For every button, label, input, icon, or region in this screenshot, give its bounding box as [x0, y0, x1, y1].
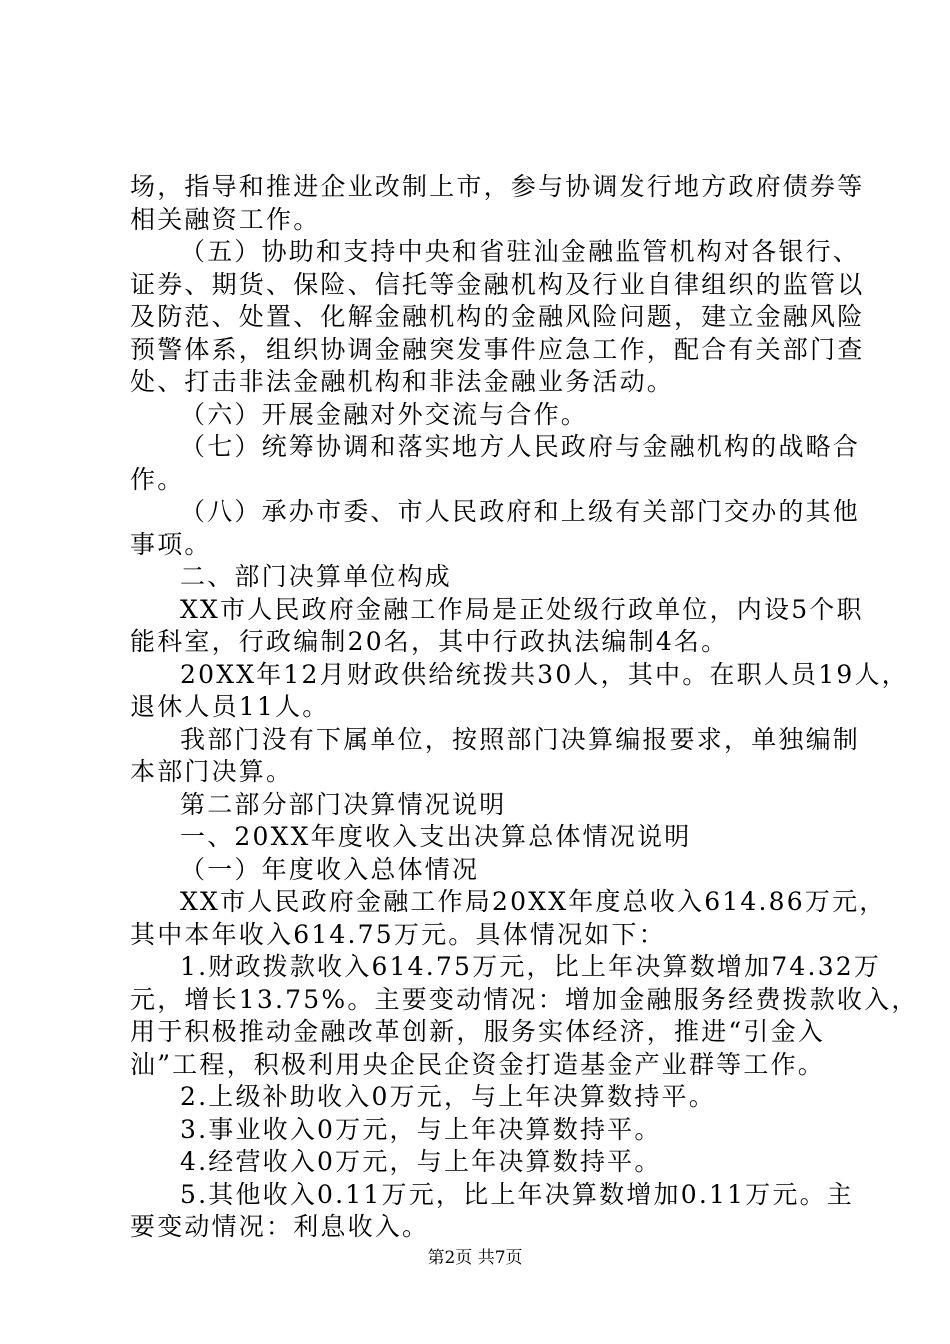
text-line: 第二部分部门决算情况说明 — [180, 789, 507, 819]
text-line: 场，指导和推进企业改制上市，参与协调发行地方政府债券等 — [130, 172, 865, 201]
text-line: 汕”工程，积极利用央企民企资金打造基金产业群等工作。 — [130, 1049, 825, 1079]
text-line: 事项。 — [130, 529, 212, 559]
text-line: 其中本年收入614.75万元。具体情况如下： — [130, 919, 666, 949]
text-line: 要变动情况：利息收入。 — [130, 1212, 430, 1241]
text-line: （一）年度收入总体情况 — [180, 854, 480, 884]
text-line: 一、20XX年度收入支出决算总体情况说明 — [180, 822, 692, 851]
page-footer: 第2页 共7页 — [427, 1248, 523, 1268]
text-line: 证券、期货、保险、信托等金融机构及行业自律组织的监管以 — [130, 269, 865, 299]
text-line: 元，增长13.75%。主要变动情况：增加金融服务经费拨款收入， — [130, 984, 919, 1014]
text-line: 及防范、处置、化解金融机构的金融风险问题，建立金融风险 — [130, 302, 865, 331]
text-line: 相关融资工作。 — [130, 204, 321, 234]
text-line: 2.上级补助收入0万元，与上年决算数持平。 — [180, 1082, 716, 1111]
text-line: 3.事业收入0万元，与上年决算数持平。 — [180, 1114, 662, 1144]
text-line: 我部门没有下属单位，按照部门决算编报要求，单独编制 — [180, 724, 861, 754]
text-line: 5.其他收入0.11万元，比上年决算数增加0.11万元。主 — [180, 1179, 854, 1209]
text-line: 处、打击非法金融机构和非法金融业务活动。 — [130, 367, 675, 396]
text-line: 4.经营收入0万元，与上年决算数持平。 — [180, 1147, 662, 1176]
text-line: （六）开展金融对外交流与合作。 — [180, 399, 589, 429]
text-line: （八）承办市委、市人民政府和上级有关部门交办的其他 — [180, 497, 861, 526]
text-line: XX市人民政府金融工作局20XX年度总收入614.86万元， — [180, 887, 887, 916]
text-line: 作。 — [130, 464, 185, 494]
document-body — [130, 171, 919, 1244]
text-line: 20XX年12月财政供给统拨共30人，其中。在职人员19人， — [180, 659, 909, 689]
text-line: 预警体系，组织协调金融突发事件应急工作，配合有关部门查 — [130, 334, 865, 364]
text-line: 能科室，行政编制20名，其中行政执法编制4名。 — [130, 627, 729, 656]
text-line: XX市人民政府金融工作局是正处级行政单位，内设5个职 — [180, 594, 864, 624]
text-line: （五）协助和支持中央和省驻汕金融监管机构对各银行、 — [180, 237, 861, 266]
text-line: 用于积极推动金融改革创新，服务实体经济，推进“引金入 — [130, 1017, 825, 1046]
text-line: 1.财政拨款收入614.75万元，比上年决算数增加74.32万 — [180, 952, 882, 981]
text-line: 本部门决算。 — [130, 757, 294, 786]
text-line: 二、部门决算单位构成 — [180, 562, 453, 591]
text-line: （七）统筹协调和落实地方人民政府与金融机构的战略合 — [180, 432, 861, 461]
text-line: 退休人员11人。 — [130, 692, 330, 721]
